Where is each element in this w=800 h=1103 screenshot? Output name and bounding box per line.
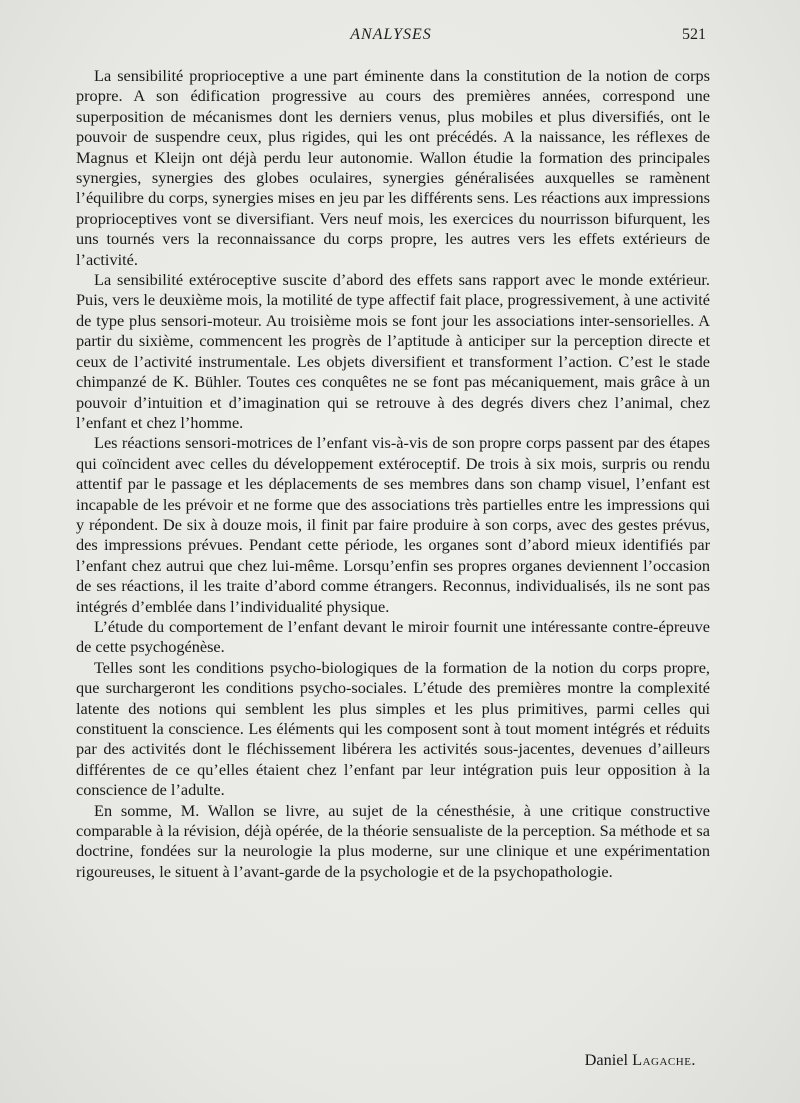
running-head: ANALYSES xyxy=(350,26,432,43)
page-number: 521 xyxy=(682,26,706,43)
article-body xyxy=(76,66,710,882)
paragraph: Telles sont les conditions psycho-biologiques de la formation de la notion du corps propre, que surchargeront les conditions psycho-sociales. L’étude des premières montre la complexité latente des notions qui semblent les plus simples et les plus primitives, parmi celles qui constituent la conscience. Les éléments qui les composent sont à tout moment intégrés et réduits par des activités dont le fléchissement libérera les activités sous-jacentes, devenues d’ailleurs différentes de ce qu’elles étaient chez l’enfant par leur intégration puis leur opposition à la conscience de l’adulte. xyxy=(76,657,710,800)
page-header xyxy=(76,26,706,48)
author-first-name: Daniel xyxy=(584,1050,629,1069)
author-signature xyxy=(585,1050,696,1070)
paragraph: En somme, M. Wallon se livre, au sujet de la cénesthésie, à une critique constructive comparable à la révision, déjà opérée, de la théorie sensualiste de la perception. Sa méthode et sa doctrine, fondées sur la neurologie la plus moderne, sur une clinique et une expérimentation rigoureuses, le situent à l’avant-garde de la psychologie et de la psychopathologie. xyxy=(76,800,710,881)
paragraph: La sensibilité proprioceptive a une part éminente dans la constitution de la notion de corps propre. A son édification progressive au cours des premières années, correspond une superposition de mécanismes dont les derniers venus, plus mobiles et plus diversifiés, ont le pouvoir de suspendre ceux, plus rigides, qui les ont précédés. A la naissance, les réflexes de Magnus et Kleijn ont déjà perdu leur autonomie. Wallon étudie la formation des principales synergies, synergies des globes oculaires, synergies généralisées auxquelles se ramènent l’équilibre du corps, synergies mises en jeu par les différents sens. Les réactions aux impressions proprioceptives vont se diversifiant. Vers neuf mois, les exercices du nourrisson bifurquent, les uns tournés vers la reconnaissance du corps propre, les autres vers les effets extérieurs de l’activité. xyxy=(76,66,710,269)
paragraph: La sensibilité extéroceptive suscite d’abord des effets sans rapport avec le monde extérieur. Puis, vers le deuxième mois, la motilité de type affectif fait place, progressivement, à une activité de type plus sensori-moteur. Au troisième mois se font jour les associations inter-sensorielles. A partir du sixième, commencent les progrès de l’aptitude à anticiper sur la perception directe et ceux de l’activité instrumentale. Les objets diversifient et transforment l’action. C’est le stade chimpanzé de K. Bühler. Toutes ces conquêtes ne se font pas mécaniquement, mais grâce à un pouvoir d’intuition et d’imagination qui se retrouve à des degrés divers chez l’animal, chez l’enfant et chez l’homme. xyxy=(76,270,711,432)
author-last-name: Lagache. xyxy=(632,1050,696,1069)
paragraph: Les réactions sensori-motrices de l’enfant vis-à-vis de son propre corps passent par des étapes qui coïncident avec celles du développement extéroceptif. De trois à six mois, surpris ou rendu attentif par le passage et les déplacements de ses membres dans son champ visuel, l’enfant est incapable de les prévoir et ne forme que des associations très partielles entre les impressions qui y répondent. De six à douze mois, il finit par faire produire à son corps, avec des gestes prévus, des impressions prévues. Pendant cette période, les organes sont d’abord mieux identifiés par l’enfant chez autrui que chez lui-même. Lorsqu’enfin ses propres organes deviennent l’occasion de ses réactions, il les traite d’abord comme étrangers. Reconnus, individualisés, ils ne sont pas intégrés d’emblée dans l’individualité physique. xyxy=(76,433,710,616)
paragraph: L’étude du comportement de l’enfant devant le miroir fournit une intéressante contre-épreuve de cette psychogénèse. xyxy=(76,616,710,657)
